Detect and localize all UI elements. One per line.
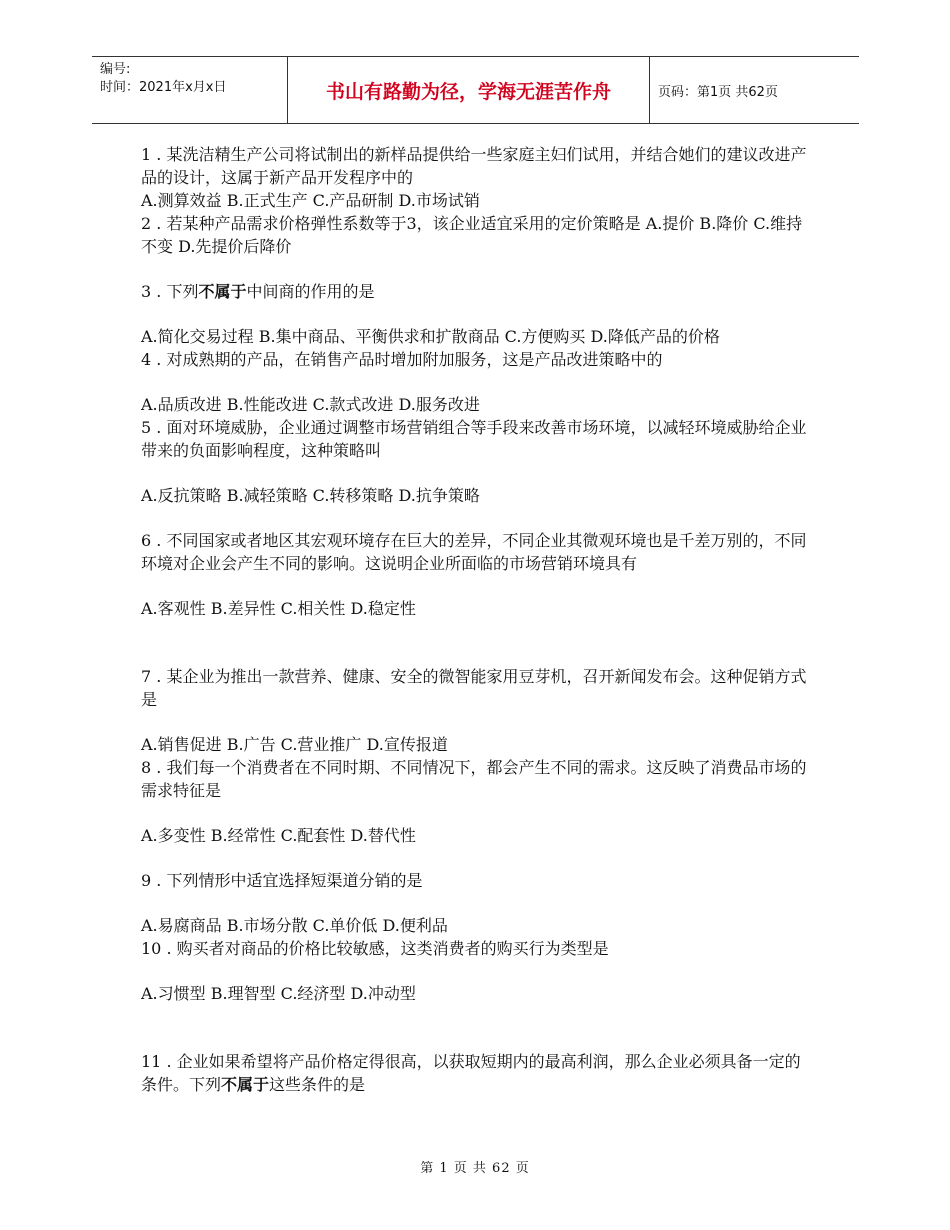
question-9-stem: 9 . 下列情形中适宜选择短渠道分销的是 [141,871,423,890]
question-3-stem: 3 . 下列不属于中间商的作用的是 [141,282,375,301]
question-5-stem: 5 . 面对环境威胁，企业通过调整市场营销组合等手段来改善市场环境，以减轻环境威胁给企业带来的负面影响程度，这种策略叫 [141,418,807,460]
question-4-stem: 4 . 对成熟期的产品，在销售产品时增加附加服务，这是产品改进策略中的 [141,350,663,369]
header-motto: 书山有路勤为径，学海无涯苦作舟 [325,80,611,103]
question-1-stem: 1 . 某洗洁精生产公司将试制出的新样品提供给一些家庭主妇们试用，并结合她们的建议改进产品的设计，这属于新产品开发程序中的 [141,145,807,187]
question-11-stem: 11 . 企业如果希望将产品价格定得很高，以获取短期内的最高利润，那么企业必须具备一定的条件。下列不属于这些条件的是 [141,1052,801,1094]
number-label: 编号: [100,62,131,77]
page-footer: 第 1 页 共 62 页 [420,1161,530,1176]
emphasis-text: 不属于 [221,1075,270,1094]
page-header [92,56,859,124]
header-page-info: 页码：第1页 共62页 [658,84,778,100]
time-label: 时间：2021年x月x日 [100,80,227,95]
question-3-options: A.简化交易过程 B.集中商品、平衡供求和扩散商品 C.方便购买 D.降低产品的价格 [141,327,720,346]
question-list [141,143,816,1096]
question-7-options: A.销售促进 B.广告 C.营业推广 D.宣传报道 [141,735,448,754]
question-7-stem: 7 . 某企业为推出一款营养、健康、安全的微智能家用豆芽机，召开新闻发布会。这种促销方式是 [141,667,807,709]
question-6-stem: 6 . 不同国家或者地区其宏观环境存在巨大的差异，不同企业其微观环境也是千差万别的，不同环境对企业会产生不同的影响。这说明企业所面临的市场营销环境具有 [141,531,807,573]
question-2-stem: 2 . 若某种产品需求价格弹性系数等于3，该企业适宜采用的定价策略是 A.提价 B.降价 C.维持不变 D.先提价后降价 [141,214,803,256]
question-5-options: A.反抗策略 B.减轻策略 C.转移策略 D.抗争策略 [141,486,480,505]
question-10-options: A.习惯型 B.理智型 C.经济型 D.冲动型 [141,984,416,1003]
question-4-options: A.品质改进 B.性能改进 C.款式改进 D.服务改进 [141,395,480,414]
question-9-options: A.易腐商品 B.市场分散 C.单价低 D.便利品 [141,916,448,935]
question-1-options: A.测算效益 B.正式生产 C.产品研制 D.市场试销 [141,191,480,210]
question-6-options: A.客观性 B.差异性 C.相关性 D.稳定性 [141,599,416,618]
header-meta [100,61,284,97]
question-8-stem: 8 . 我们每一个消费者在不同时期、不同情况下，都会产生不同的需求。这反映了消费品市场的需求特征是 [141,758,807,800]
question-8-options: A.多变性 B.经常性 C.配套性 D.替代性 [141,826,416,845]
emphasis-text: 不属于 [198,282,247,301]
question-10-stem: 10 . 购买者对商品的价格比较敏感，这类消费者的购买行为类型是 [141,939,609,958]
